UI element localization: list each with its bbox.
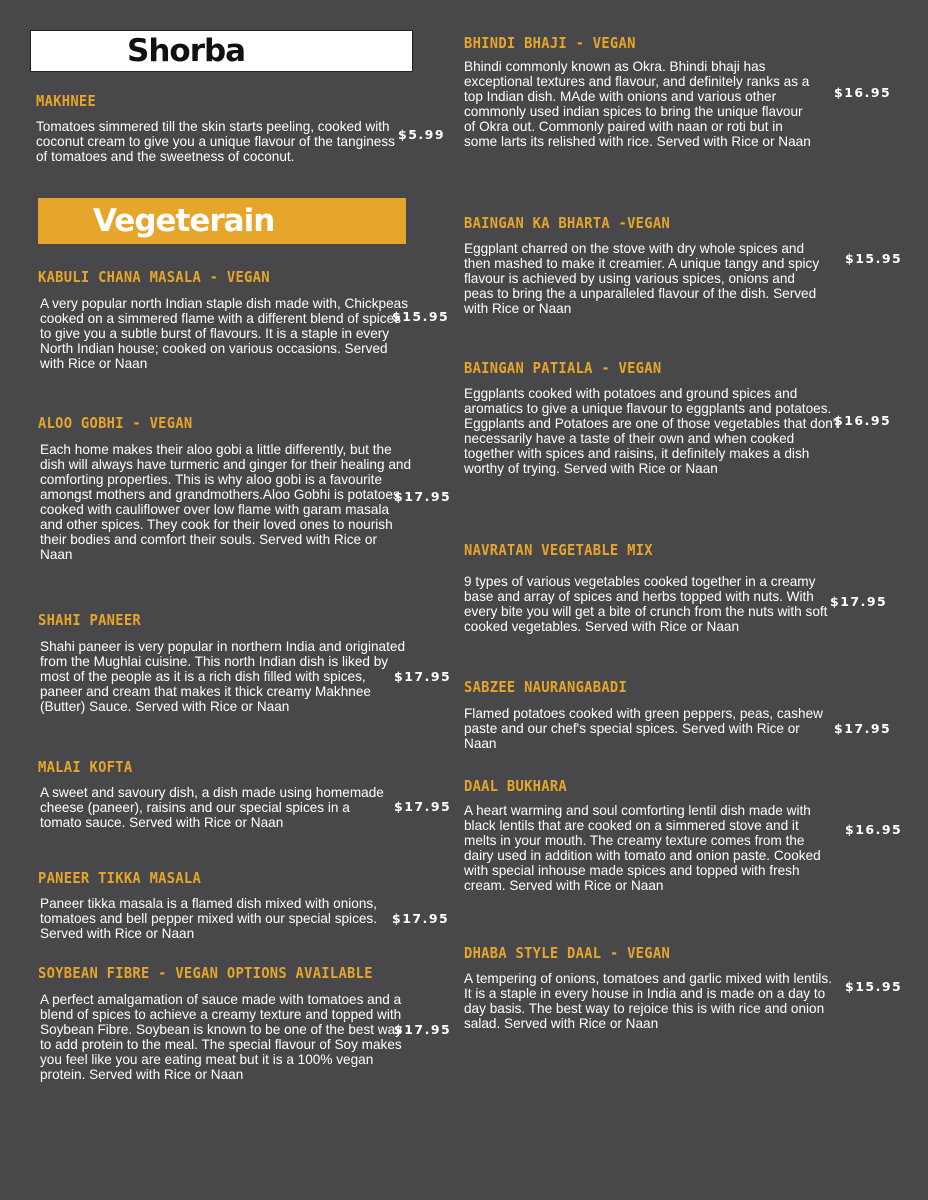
item-price: $17.95 xyxy=(830,594,888,609)
item-price: $15.95 xyxy=(392,309,450,324)
item-title: DAAL BUKHARA xyxy=(464,777,568,795)
item-title: SABZEE NAURANGABADI xyxy=(464,678,628,696)
item-title: BAINGAN PATIALA - VEGAN xyxy=(464,359,662,377)
item-title: MALAI KOFTA xyxy=(38,758,133,776)
item-title: DHABA STYLE DAAL - VEGAN xyxy=(464,944,671,962)
item-description: Shahi paneer is very popular in northern India and originated from the Mughlai cuisine. This north Indian dish is liked by most of the people as it is a rich dish filled with spices, paneer and cream that makes it thick creamy Makhnee (Butter) Sauce. Served with Rice or Naan xyxy=(40,639,406,714)
item-price: $17.95 xyxy=(394,669,452,684)
item-price: $17.95 xyxy=(394,489,452,504)
item-price: $17.95 xyxy=(394,1022,452,1037)
item-price: $15.95 xyxy=(845,251,903,266)
item-title: KABULI CHANA MASALA - VEGAN xyxy=(38,268,270,286)
item-title: MAKHNEE xyxy=(36,92,97,110)
item-description: A tempering of onions, tomatoes and garlic mixed with lentils. It is a staple in every house in India and is made on a day to day basis. The best way to rejoice this is with rice and onion salad. Served with Rice or Naan xyxy=(464,971,832,1031)
section-banner-vegetarian: Vegeterain xyxy=(38,198,406,244)
item-description: Eggplant charred on the stove with dry whole spices and then mashed to make it creamier. A unique tangy and spicy flavour is achieved by using various spices, onions and peas to bring the a unparalleled flavour of the dish. Served with Rice or Naan xyxy=(464,241,820,316)
item-price: $17.95 xyxy=(392,911,450,926)
item-price: $16.95 xyxy=(845,822,903,837)
item-price: $15.95 xyxy=(845,979,903,994)
item-description: A perfect amalgamation of sauce made with tomatoes and a blend of spices to achieve a creamy texture and topped with Soybean Fibre. Soybean is known to be one of the best way to add protein to the meal. The special flavour of Soy makes you feel like you are eating meat but it is a 100% vegan protein. Served with Rice or Naan xyxy=(40,992,402,1082)
item-title: SOYBEAN FIBRE - VEGAN OPTIONS AVAILABLE xyxy=(38,964,373,982)
item-price: $17.95 xyxy=(834,721,892,736)
item-title: PANEER TIKKA MASALA xyxy=(38,869,202,887)
item-description: Flamed potatoes cooked with green peppers, peas, cashew paste and our chef's special spices. Served with Rice or Naan xyxy=(464,706,823,751)
item-price: $16.95 xyxy=(834,413,892,428)
item-price: $17.95 xyxy=(394,799,452,814)
item-title: BHINDI BHAJI - VEGAN xyxy=(464,34,636,52)
item-description: Tomatoes simmered till the skin starts peeling, cooked with coconut cream to give you a unique flavour of the tanginess of tomatoes and the sweetness of coconut. xyxy=(36,119,395,164)
item-description: A sweet and savoury dish, a dish made using homemade cheese (paneer), raisins and our special spices in a tomato sauce. Served with Rice or Naan xyxy=(40,785,384,830)
item-description: Paneer tikka masala is a flamed dish mixed with onions, tomatoes and bell pepper mixed with our special spices. Served with Rice or Naan xyxy=(40,896,378,941)
item-price: $5.99 xyxy=(398,127,446,142)
item-description: Eggplants cooked with potatoes and ground spices and aromatics to give a unique flavour to eggplants and potatoes. Eggplants and Potatoes are one of those vegetables that don't necessarily have a taste of their own and when cooked together with spices and raisins, it definitely makes a dish worthy of trying. Served with Rice or Naan xyxy=(464,386,840,476)
section-banner-shorba: Shorba xyxy=(30,30,413,72)
item-title: BAINGAN KA BHARTA -VEGAN xyxy=(464,214,671,232)
item-title: ALOO GOBHI - VEGAN xyxy=(38,414,193,432)
item-description: Bhindi commonly known as Okra. Bhindi bhaji has exceptional textures and flavour, and definitely ranks as a top Indian dish. MAde with onions and various other commonly used indian spices to bring the unique flavour of Okra out. Commonly paired with naan or roti but in some larts its relished with rice. Served with Rice or Naan xyxy=(464,59,811,149)
item-description: A heart warming and soul comforting lentil dish made with black lentils that are cooked on a simmered stove and it melts in your mouth. The creamy texture comes from the dairy used in addition with tomato and onion paste. Cooked with special inhouse made spices and topped with fresh cream. Served with Rice or Naan xyxy=(464,803,821,893)
item-title: SHAHI PANEER xyxy=(38,611,142,629)
item-price: $16.95 xyxy=(834,85,892,100)
item-description: Each home makes their aloo gobi a little differently, but the dish will always have turmeric and ginger for their healing and comforting properties. This is why aloo gobi is a favourite amongst mothers and grandmothers.Aloo Gobhi is potatoes cooked with cauliflower over low flame with garam masala and other spices. They cook for their loved ones to nourish their bodies and comfort their souls. Served with Rice or Naan xyxy=(40,442,412,562)
item-title: NAVRATAN VEGETABLE MIX xyxy=(464,541,653,559)
item-description: A very popular north Indian staple dish made with, Chickpeas cooked on a simmered flame with a different blend of spices to give you a subtle burst of flavours. It is a staple in every North Indian house; cooked on various occasions. Served with Rice or Naan xyxy=(40,296,408,371)
item-description: 9 types of various vegetables cooked together in a creamy base and array of spices and herbs topped with nuts. With every bite you will get a bite of crunch from the nuts with soft cooked vegetables. Served with Rice or Naan xyxy=(464,574,828,634)
